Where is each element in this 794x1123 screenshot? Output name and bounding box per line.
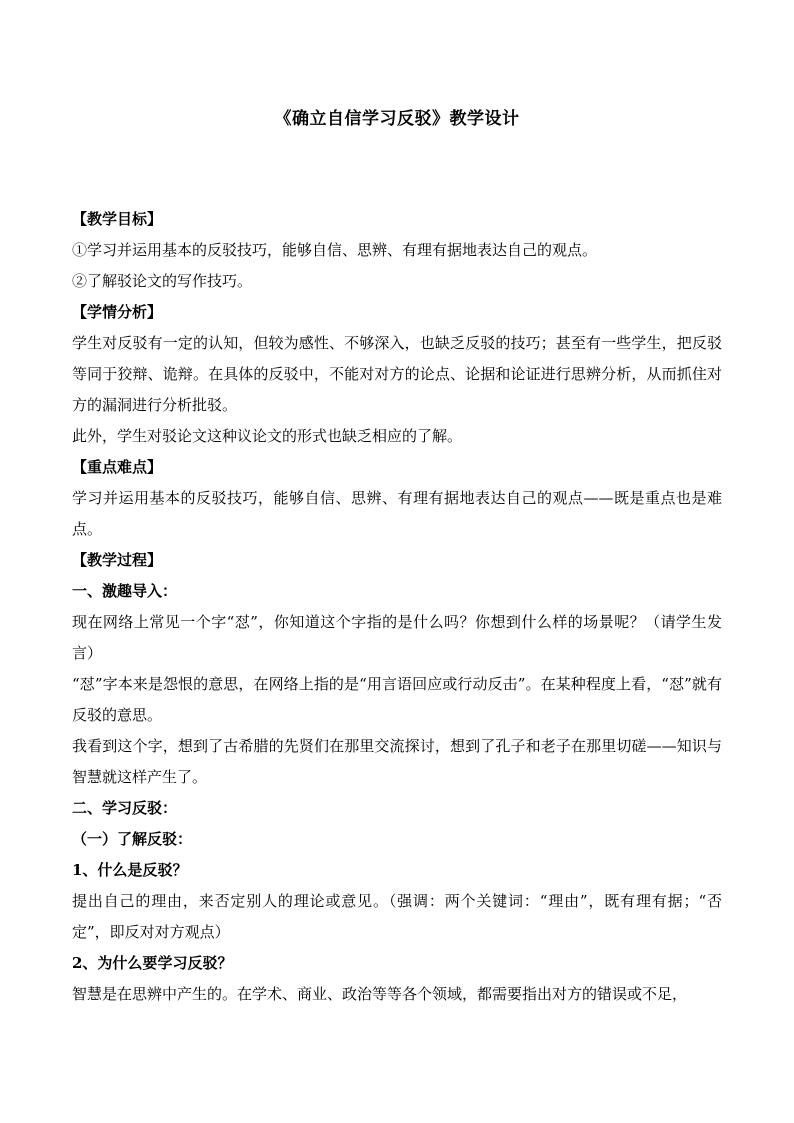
page-title: 《确立自信学习反驳》教学设计 [274, 109, 520, 129]
goals-heading: 【教学目标】 [72, 210, 163, 228]
step-1-paragraph-2: “怼”字本来是怨恨的意思，在网络上指的是“用言语回应或行动反击”。在某种程度上看，“怼”就有反驳的意思。 [72, 675, 722, 724]
step-1-paragraph-3: 我看到这个字，想到了古希腊的先贤们在那里交流探讨，想到了孔子和老子在那里切磋——知识与智慧就这样产生了。 [72, 737, 722, 786]
step-2-heading: 二、学习反驳： [72, 799, 178, 817]
step-1-heading: 一、激趣导入： [72, 582, 178, 600]
question-2-paragraph: 智慧是在思辨中产生的。在学术、商业、政治等等各个领域，都需要指出对方的错误或不足， [72, 985, 688, 1003]
substep-1-heading: （一）了解反驳： [72, 830, 193, 848]
analysis-heading: 【学情分析】 [72, 303, 163, 321]
question-1-heading: 1、什么是反驳？ [72, 861, 188, 879]
key-points-paragraph: 学习并运用基本的反驳技巧，能够自信、思辨、有理有据地表达自己的观点——既是重点也是难点。 [72, 489, 722, 538]
analysis-paragraph-1: 学生对反驳有一定的认知，但较为感性、不够深入，也缺乏反驳的技巧；甚至有一些学生，把反驳等同于狡辩、诡辩。在具体的反驳中，不能对对方的论点、论据和论证进行思辨分析，从而抓住对方的漏洞进行分析批驳。 [72, 334, 722, 414]
goal-item-2: ②了解驳论文的写作技巧。 [72, 272, 253, 290]
question-1-paragraph: 提出自己的理由，来否定别人的理论或意见。（强调：两个关键词：“理由”，既有理有据；“否定”，即反对对方观点） [72, 892, 722, 941]
document-body [72, 204, 722, 1010]
question-2-heading: 2、为什么要学习反驳？ [72, 954, 233, 972]
goal-item-1: ①学习并运用基本的反驳技巧，能够自信、思辨、有理有据地表达自己的观点。 [72, 241, 598, 259]
step-1-paragraph-1: 现在网络上常见一个字“怼”，你知道这个字指的是什么吗？你想到什么样的场景呢？（请学生发言） [72, 613, 722, 662]
key-points-heading: 【重点难点】 [72, 458, 163, 476]
process-heading: 【教学过程】 [72, 551, 163, 569]
analysis-paragraph-2: 此外，学生对驳论文这种议论文的形式也缺乏相应的了解。 [72, 427, 463, 445]
